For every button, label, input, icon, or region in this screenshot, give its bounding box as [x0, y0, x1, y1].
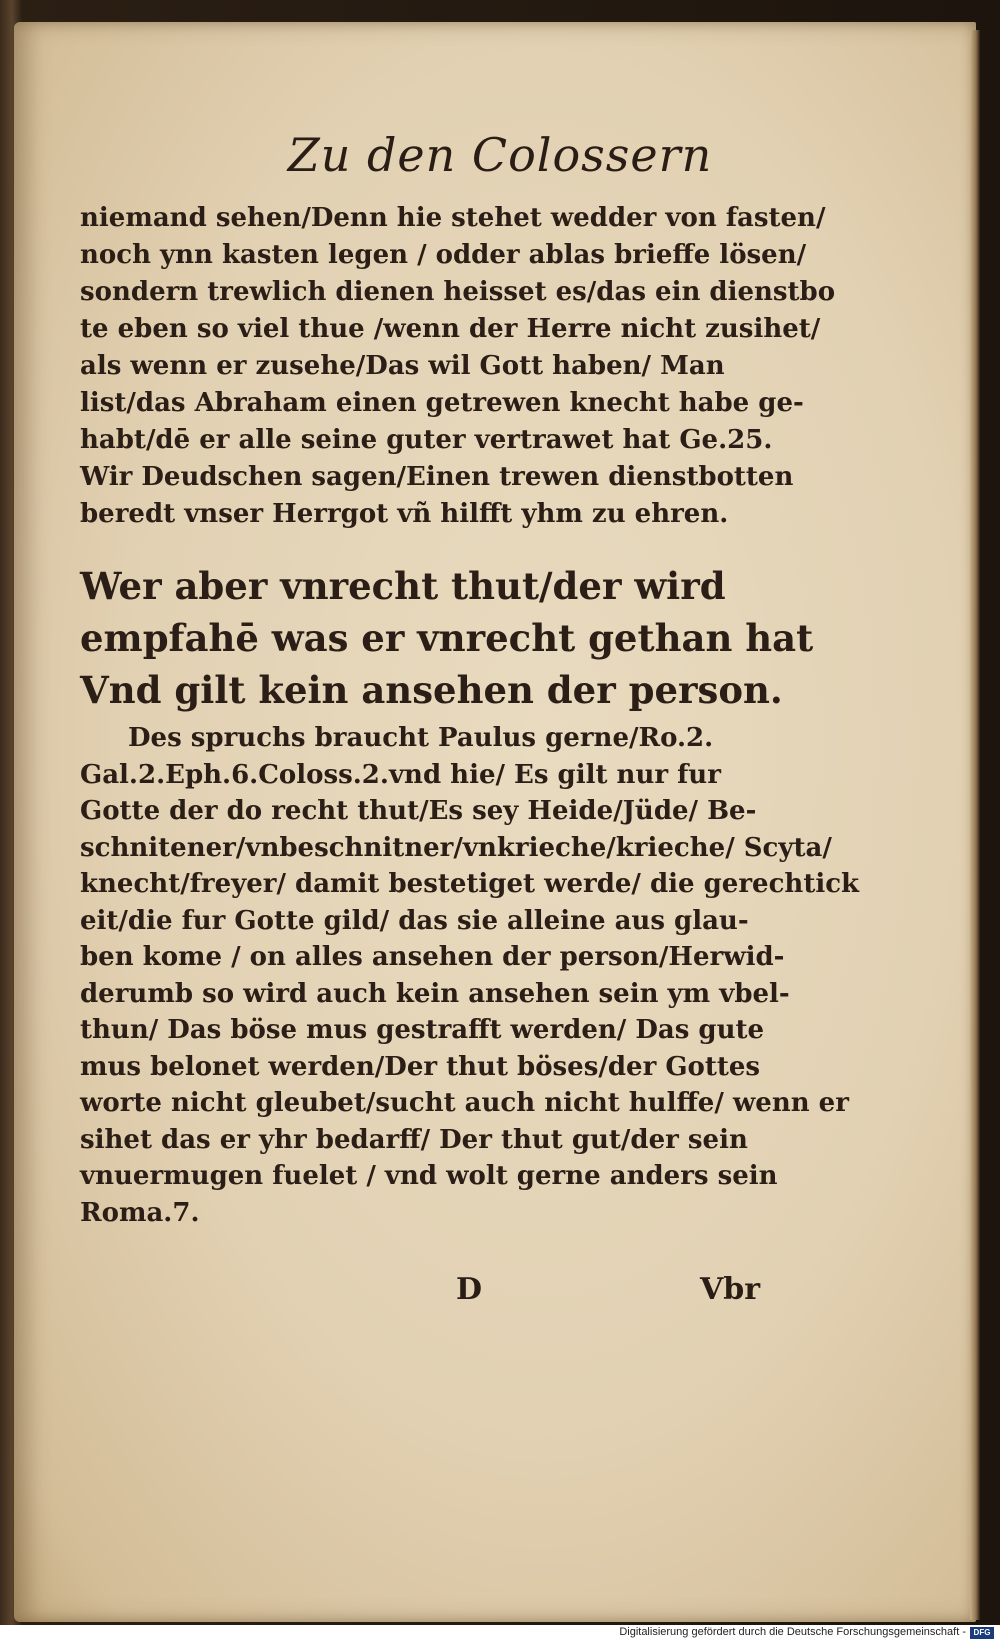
text-line: niemand sehen/Denn hie stehet wedder von fasten/ [80, 203, 826, 233]
verse-line: empfahē was er vnrecht gethan hat [80, 616, 814, 660]
text-line: sondern trewlich dienen heisset es/das ein dienstbo [80, 277, 836, 307]
text-line: worte nicht gleubet/sucht auch nicht hulffe/ wenn er [80, 1088, 849, 1118]
signature-mark: D [456, 1272, 483, 1307]
verse-block [80, 560, 814, 716]
page-edge [970, 30, 980, 1620]
text-line: Wir Deudschen sagen/Einen trewen dienstbotten [80, 462, 794, 492]
text-line: ben kome / on alles ansehen der person/Herwid- [80, 942, 785, 972]
text-line: eit/die fur Gotte gild/ das sie alleine aus glau- [80, 905, 749, 936]
text-line: derumb so wird auch kein ansehen sein ym vbel- [80, 978, 790, 1009]
text-line: te eben so viel thue /wenn der Herre nicht zusihet/ [80, 314, 821, 344]
text-line: Gotte der do recht thut/Es sey Heide/Jüde/ Be- [80, 796, 757, 826]
text-line: mus belonet werden/Der thut böses/der Gottes [80, 1051, 761, 1082]
text-line: Gal.2.Eph.6.Coloss.2.vnd hie/ Es gilt nur fur [80, 759, 721, 790]
text-line: knecht/freyer/ damit bestetiget werde/ die gerechtick [80, 869, 860, 899]
text-line: habt/dē er alle seine guter vertrawet hat Ge.25. [80, 425, 773, 455]
text-line: schnitener/vnbeschnitner/vnkrieche/krieche/ Scyta/ [80, 832, 832, 863]
footer-credit: Digitalisierung gefördert durch die Deutsche Forschungsgemeinschaft - [619, 1626, 966, 1638]
text-line: list/das Abraham einen getrewen knecht habe ge- [80, 388, 804, 418]
verse-line: Wer aber vnrecht thut/der wird [80, 564, 726, 608]
catchword: Vbr [700, 1272, 761, 1307]
footer-bar [0, 1625, 1000, 1641]
text-line: Des spruchs braucht Paulus gerne/Ro.2. [128, 723, 714, 753]
text-line: vnuermugen fuelet / vnd wolt gerne anders sein [80, 1161, 778, 1191]
text-line: sihet das er yhr bedarff/ Der thut gut/der sein [80, 1124, 748, 1155]
text-line: Roma.7. [80, 1197, 200, 1228]
verse-line: Vnd gilt kein ansehen der person. [80, 668, 783, 712]
running-head: Zu den Colossern [287, 128, 713, 182]
paragraph-2 [80, 720, 860, 1231]
text-line: als wenn er zusehe/Das wil Gott haben/ Man [80, 351, 725, 381]
paragraph-1 [80, 200, 836, 533]
text-line: noch ynn kasten legen / odder ablas brieffe lösen/ [80, 240, 807, 270]
text-line: thun/ Das böse mus gestrafft werden/ Das gute [80, 1015, 765, 1045]
dfg-logo: DFG [970, 1627, 994, 1639]
text-line: beredt vnser Herrgot vñ hilfft yhm zu ehren. [80, 499, 729, 529]
